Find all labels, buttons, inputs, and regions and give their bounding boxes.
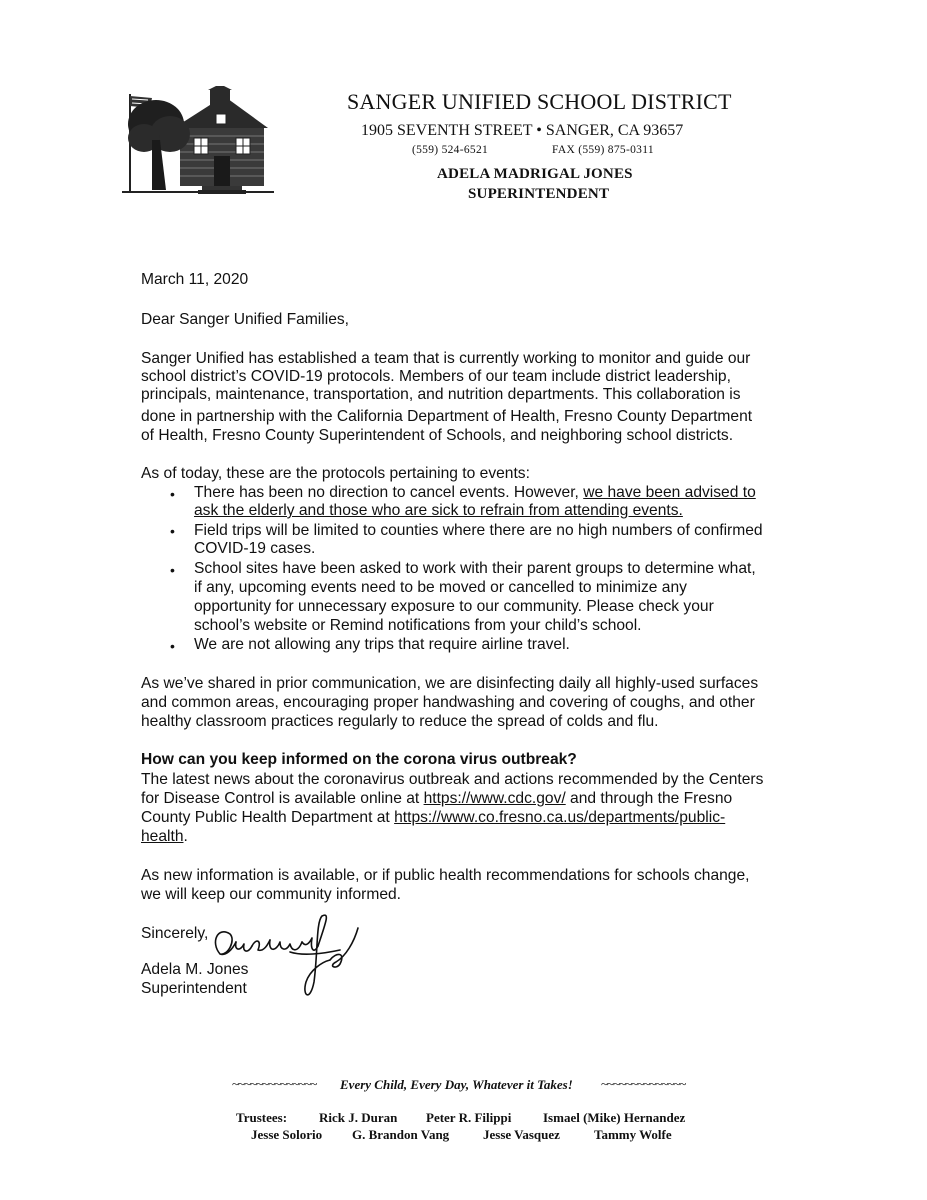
bullet-dot: • xyxy=(170,638,175,654)
bullet-2-line: Field trips will be limited to counties where there are no high numbers of confirmed xyxy=(194,522,763,539)
events-intro: As of today, these are the protocols pertaining to events: xyxy=(141,465,530,482)
superintendent-name: ADELA MADRIGAL JONES xyxy=(437,166,633,182)
bullet-1-underlined: we have been advised to xyxy=(583,484,756,501)
trustee-name: G. Brandon Vang xyxy=(352,1127,450,1142)
para3-line: The latest news about the coronavirus outbreak and actions recommended by the Centers xyxy=(141,771,764,788)
para2-line: As we’ve shared in prior communication, we are disinfecting daily all highly-used surfaces xyxy=(141,675,759,692)
trustee-name: Tammy Wolfe xyxy=(594,1127,672,1142)
section-heading: How can you keep informed on the corona virus outbreak? xyxy=(141,751,577,768)
bullet-dot: • xyxy=(170,486,175,502)
bullet-3-line: opportunity for unnecessary exposure to our community. Please check your xyxy=(194,598,714,615)
district-name: SANGER UNIFIED SCHOOL DISTRICT xyxy=(347,89,732,114)
footer-tilde-left: ~~~~~~~~~~~~~~ xyxy=(232,1076,317,1091)
trustee-name: Jesse Solorio xyxy=(251,1127,323,1142)
para2-line: and common areas, encouraging proper handwashing and covering of coughs, and other xyxy=(141,694,755,711)
bullet-2-line: COVID-19 cases. xyxy=(194,540,316,557)
bullet-dot: • xyxy=(170,523,175,539)
bullet-3-line: School sites have been asked to work with their parent groups to determine what, xyxy=(194,560,756,577)
bullet-4: We are not allowing any trips that require airline travel. xyxy=(194,636,570,653)
footer-tilde-right: ~~~~~~~~~~~~~~ xyxy=(601,1076,686,1091)
para3-text: County Public Health Department at xyxy=(141,809,395,826)
salutation: Dear Sanger Unified Families, xyxy=(141,311,350,328)
trustee-name: Rick J. Duran xyxy=(319,1110,398,1125)
bullet-1-underlined-cont: ask the elderly and those who are sick to refrain from attending events. xyxy=(194,502,683,519)
superintendent-title: SUPERINTENDENT xyxy=(468,186,610,202)
trustee-name: Peter R. Filippi xyxy=(426,1110,512,1125)
fresno-health-link[interactable]: https://www.co.fresno.ca.us/departments/public- xyxy=(394,809,726,826)
district-address: 1905 SEVENTH STREET • SANGER, CA 93657 xyxy=(361,122,684,139)
bullet-3-line: school’s website or Remind notifications from your child’s school. xyxy=(194,617,642,634)
para1-line: school district’s COVID-19 protocols. Members of our team include district leadership, xyxy=(141,368,731,385)
letter-date: March 11, 2020 xyxy=(141,271,249,288)
trustee-name: Ismael (Mike) Hernandez xyxy=(543,1110,686,1125)
signer-title: Superintendent xyxy=(141,980,247,997)
para4-line: As new information is available, or if public health recommendations for schools change, xyxy=(141,867,750,884)
cdc-link[interactable]: https://www.cdc.gov/ xyxy=(423,790,566,807)
para3-text: and through the Fresno xyxy=(565,790,733,807)
district-phone: (559) 524-6521 xyxy=(412,144,489,156)
district-fax: FAX (559) 875-0311 xyxy=(552,144,654,156)
para1-line: principals, maintenance, transportation, and nutrition departments. This collaboration is xyxy=(141,386,741,403)
para3-line xyxy=(141,790,732,808)
para1-line: Sanger Unified has established a team that is currently working to monitor and guide our xyxy=(141,350,751,367)
handwritten-signature xyxy=(206,912,366,1004)
schoolhouse-logo xyxy=(118,86,278,198)
trustees-label: Trustees: xyxy=(236,1110,288,1125)
para1-line: done in partnership with the California Department of Health, Fresno County Department xyxy=(141,408,753,425)
trustee-name: Jesse Vasquez xyxy=(483,1127,560,1142)
para3-line xyxy=(141,828,188,846)
bullet-3-line: if any, upcoming events need to be moved or cancelled to minimize any xyxy=(194,579,687,596)
bullet-1-text: There has been no direction to cancel events. However, xyxy=(194,484,584,501)
bullet-dot: • xyxy=(170,562,175,578)
closing: Sincerely, xyxy=(141,925,209,942)
para1-line: of Health, Fresno County Superintendent of Schools, and neighboring school districts. xyxy=(141,427,734,444)
para3-text: . xyxy=(183,828,188,845)
para3-text: for Disease Control is available online at xyxy=(141,790,424,807)
bullet-1 xyxy=(194,484,756,502)
footer-motto: Every Child, Every Day, Whatever it Takes! xyxy=(340,1077,573,1092)
para3-line xyxy=(141,809,725,827)
signer-name: Adela M. Jones xyxy=(141,961,249,978)
para4-line: we will keep our community informed. xyxy=(141,886,401,903)
para2-line: healthy classroom practices regularly to reduce the spread of colds and flu. xyxy=(141,713,659,730)
fresno-health-link-cont[interactable]: health xyxy=(141,828,184,845)
